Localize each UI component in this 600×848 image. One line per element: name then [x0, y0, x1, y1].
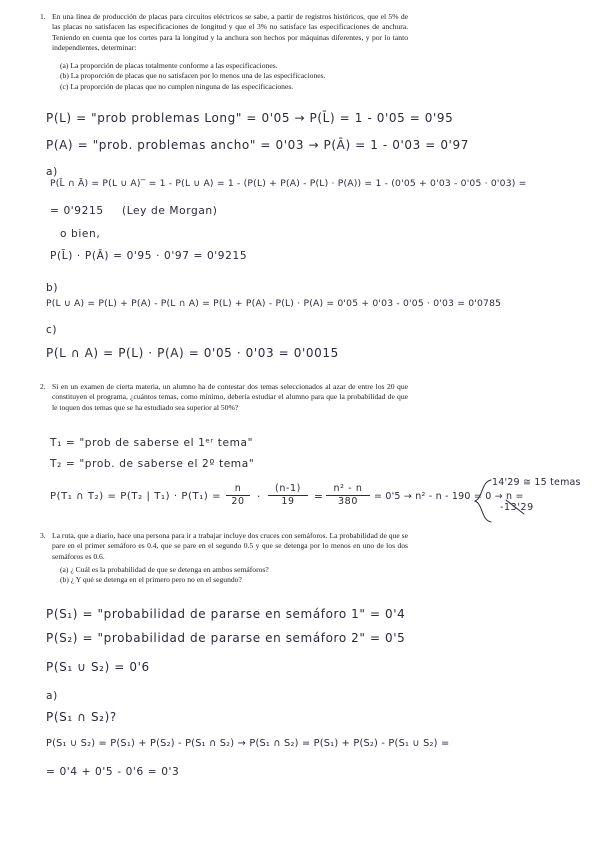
strike-icon: [504, 498, 526, 516]
problem-1-items: [60, 61, 325, 92]
hand-s2: P(S₂) = "probabilidad de pararse en semáforo 2" = 0'5: [46, 631, 406, 645]
frac-2-num: (n-1): [275, 483, 301, 494]
frac-1-num: n: [234, 483, 242, 494]
problem-2: [40, 382, 410, 432]
hand-t2: T₂ = "prob. de saberse el 2º tema": [50, 458, 255, 470]
brace-stroke: [475, 480, 491, 522]
hand-label-1a: a): [46, 166, 58, 178]
hand-times-1: ·: [257, 491, 261, 503]
problem-1-item-c: (c) La proporción de placas que no cumplen ninguna de las especificaciones.: [60, 81, 294, 91]
problem-1-item-b: (b) La proporción de placas que no satisfacen por lo menos una de las especificaciones.: [60, 71, 326, 81]
hand-1a-line3: P(L̄) · P(Ā) = 0'95 · 0'97 = 0'9215: [50, 250, 248, 262]
problem-1: [40, 12, 410, 102]
hand-3-line2: = 0'4 + 0'5 - 0'6 = 0'3: [46, 766, 180, 778]
hand-root-1: 14'29 ≅ 15 temas: [492, 477, 581, 488]
hand-2-eq-left: P(T₁ ∩ T₂) = P(T₂ | T₁) · P(T₁) =: [50, 491, 222, 502]
problem-1-number: 1.: [40, 12, 46, 21]
hand-1a-or: o bien,: [60, 228, 101, 240]
hand-frac-2: [268, 483, 308, 508]
hand-1b-line: P(L ∪ A) = P(L) + P(A) - P(L ∩ A) = P(L) + P(A) - P(L) · P(A) = 0'05 + 0'03 - 0'05 · 0'03 = 0'0785: [46, 298, 502, 309]
hand-def-a: P(A) = "prob. problemas ancho" = 0'03 → P(Ā) = 1 - 0'03 = 0'97: [46, 138, 469, 152]
problem-2-number: 2.: [40, 382, 46, 391]
hand-t1: T₁ = "prob de saberse el 1ᵉʳ tema": [50, 437, 254, 449]
problem-1-item-a: (a) La proporción de placas totalmente conforme a las especificaciones.: [60, 61, 278, 70]
brace-icon: [473, 478, 493, 524]
problem-3: [40, 531, 410, 593]
hand-1a-line1: P(L̄ ∩ Ā) = P(L ∪ A)‾ = 1 - P(L ∪ A) = 1 - (P(L) + P(A) - P(L) · P(A)) = 1 - (0'05 + 0'03 - 0'05 · 0'03) =: [50, 178, 527, 189]
problem-1-statement: En una línea de producción de placas para circuitos eléctricos se sabe, a partir de registros históricos, que el 5% de las placas no satisfacen las especificaciones de longitud y que el 3% no satisface las especificaciones de anchura. Teniendo en cuenta que los cortes para la longitud y la anchura son hechos por máquinas diferentes, y por lo tanto independientes, determinar:: [52, 12, 408, 52]
problem-2-statement: Si en un examen de cierta materia, un alumno ha de contestar dos temas seleccionados al azar de entre los 20 que constituyen el programa, ¿cuántos temas, como mínimo, debería estudiar el alumno para que la probabilidad de que le toquen dos temas que se ha estudiado sea superior al 50%?: [52, 382, 408, 412]
frac-3-num: n² - n: [333, 483, 363, 494]
problem-3-item-a: (a) ¿ Cuál es la probabilidad de que se detenga en ambos semáforos?: [60, 565, 269, 574]
hand-3-line1: P(S₁ ∪ S₂) = P(S₁) + P(S₂) - P(S₁ ∩ S₂) → P(S₁ ∩ S₂) = P(S₁) + P(S₂) - P(S₁ ∪ S₂) =: [46, 738, 450, 749]
frac-3-den: 380: [338, 496, 358, 507]
problem-3-item-b: (b) ¿ Y qué se detenga en el primero pero no en el segundo?: [60, 575, 242, 585]
hand-equals-1: =: [314, 491, 324, 503]
hand-union: P(S₁ ∪ S₂) = 0'6: [46, 660, 150, 674]
hand-frac-3: [326, 483, 370, 508]
hand-1a-note: (Ley de Morgan): [122, 205, 218, 217]
problem-3-number: 3.: [40, 531, 46, 540]
hand-1a-line2: = 0'9215: [50, 205, 104, 217]
hand-label-1c: c): [46, 324, 58, 336]
hand-root-2: -13'29: [500, 502, 534, 513]
problem-3-items: [60, 565, 269, 586]
hand-s1: P(S₁) = "probabilidad de pararse en semáforo 1" = 0'4: [46, 607, 406, 621]
hand-label-1b: b): [46, 282, 59, 294]
hand-frac-1: [226, 483, 250, 508]
hand-1c-line: P(L ∩ A) = P(L) · P(A) = 0'05 · 0'03 = 0'0015: [46, 346, 339, 360]
hand-3-question: P(S₁ ∩ S₂)?: [46, 710, 117, 724]
frac-2-den: 19: [281, 496, 295, 507]
frac-1-den: 20: [231, 496, 245, 507]
hand-2-eq-right: = 0'5 → n² - n - 190 = 0 → n =: [374, 491, 524, 502]
hand-def-l: P(L) = "prob problemas Long" = 0'05 → P(L̄) = 1 - 0'05 = 0'95: [46, 111, 454, 125]
hand-label-3a: a): [46, 690, 58, 702]
problem-3-statement: La ruta, que a diario, hace una persona para ir a trabajar incluye dos cruces con semáforos. La probabilidad de que se pare en el primer semáforo es 0.4, que se pare en el segundo 0.5 y que se detenga por lo menos en uno de los dos semáforos es 0.6.: [52, 531, 408, 561]
strike-stroke: [506, 500, 524, 514]
